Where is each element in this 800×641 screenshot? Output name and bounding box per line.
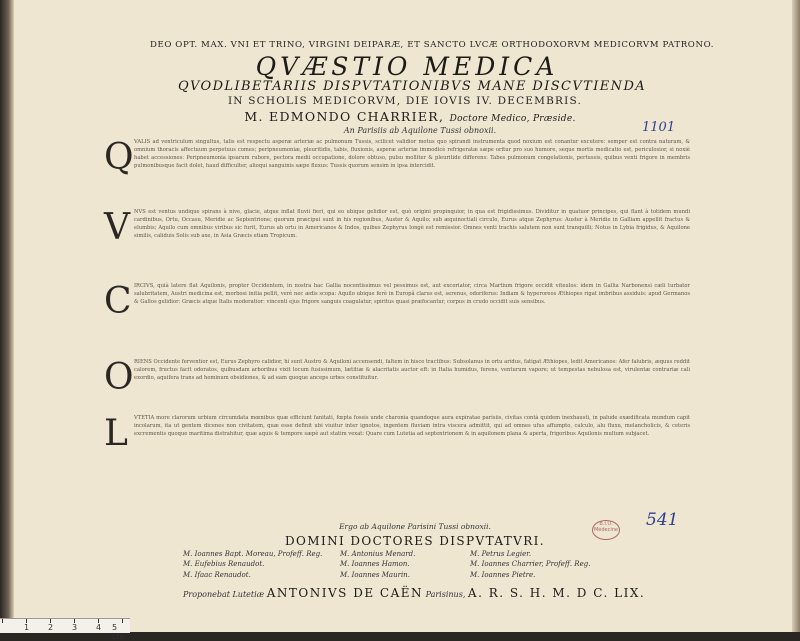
doctor-name: M. Ioannes Maurin.	[340, 570, 410, 579]
book-spine	[0, 0, 14, 632]
doctor-name: M. Eufebius Renaudot.	[183, 560, 265, 569]
proponebat-lead: Proponebat Lutetiæ	[183, 590, 265, 599]
doctor-name: M. Antonius Menard.	[340, 550, 416, 558]
section-2	[104, 208, 690, 278]
section-1	[104, 138, 690, 204]
doctors-col3	[470, 549, 590, 580]
library-stamp: B.I.U. Médecine	[592, 520, 620, 540]
doctors-heading: DOMINI DOCTORES DISPVTATVRI.	[285, 534, 545, 548]
section-text: RIENS Occidente ferventior est, Eurus Zephyro calidior, hi sunt Austro & Aquiloni accensendi, faltem in hisce tractibus: Subsolanus in ortu aridus, fatigat Æthiopes, ledit Americanos: Afer falubris, æquus reddit calorem, fructus facit odoratos, quibusdam arboribus vixit locum fusissimum, lætitiæ & alacritatis auctor eft: in Italia humidus, ferens, venturum vapore; ut tempestas nebulosa est, virulentæ contrariæ cali exordio, aquifera trans ad hominum obsidiones, & ad eam quoque anceps urbes constituitur.	[134, 359, 690, 381]
doctor-name: M. Petrus Legier.	[470, 550, 532, 558]
praeses-name: EDMONDO CHARRIER,	[269, 109, 445, 124]
praeses-prefix: M.	[244, 109, 264, 124]
doctor-name: M. Ioannes Pietre.	[470, 570, 536, 579]
dedication: DEO OPT. MAX. VNI ET TRINO, VIRGINI DEIPARÆ, ET SANCTO LVCÆ ORTHODOXORVM MEDICORVM PATRONO.	[149, 40, 715, 50]
doctors-col1	[183, 549, 322, 580]
title-line3: IN SCHOLIS MEDICORVM, DIE IOVIS IV. DECEMBRIS.	[227, 95, 583, 107]
praeses-role: Doctore Medico, Præside.	[449, 114, 576, 124]
handwritten-number-top: 1101	[642, 120, 676, 135]
ruler-label: 2	[48, 623, 54, 632]
drop-initial: C	[104, 281, 132, 322]
drop-initial: Q	[104, 137, 134, 178]
title-main: QVÆSTIO MEDICA	[255, 52, 559, 81]
author-name: ANTONIVS DE CAËN	[266, 586, 424, 600]
scale-ruler	[0, 618, 130, 641]
section-5	[104, 414, 690, 518]
section-4	[104, 358, 690, 410]
ruler-label: 5 cm	[112, 623, 125, 641]
doctor-name: M. Ifaac Renaudot.	[183, 570, 251, 579]
doctor-name: M. Ioannes Charrier, Profeff. Reg.	[470, 560, 591, 569]
drop-initial: O	[104, 357, 134, 398]
title-line2: QVODLIBETARIIS DISPVTATIONIBVS MANE DISCVTIENDA	[177, 79, 647, 94]
praeses-line	[150, 109, 670, 124]
page-edge	[792, 0, 800, 632]
drop-initial: V	[104, 207, 130, 248]
ruler-label: 1	[24, 623, 30, 632]
conclusion: Ergo ab Aquilone Parisini Tussi obnoxii.	[339, 522, 491, 531]
doctor-name: M. Ioannes Bapt. Moreau, Profeff. Reg.	[183, 550, 323, 558]
proponebat-tail: Parisinus,	[425, 590, 466, 599]
section-text: IRCIVS, quià latere flat Aquilonis, propter Occidentem, in nostra hac Gallia nocentissimus vel pessimus est, aut excoriator, circa Martium frigore occidit viteulos: idem in Gallia Narbonensi cæli turbator salubritatem, Austri medicina est, morbosi initia pellit, verè nec ædis scopa: Aquilo ubique ferè in Europâ clarus est, serenus, odoriferus: Indiam & hyperoreos Æthiopes rigat imbribus assiduis: apud Germanos & Gallos gelidior: Græcis atque Italis moderatior: vincenti ejus frigore sanguis coagulatur, spiritus quasi præfocantur, corpus in crudo occidit suis sensibus.	[134, 283, 690, 305]
proponebat-line	[183, 586, 646, 600]
drop-initial: L	[104, 413, 128, 454]
section-text: VALIS ad ventriculum singultus, talis est respectu asperæ arteriæ ac pulmonum Tussis, scilicet validior motus quo spirandi instrumenta quod noxium est conantur excutere: semper est contra naturam, & omnium thoracis affectuum perpetuus comes; peripneumoniæ, pleuritidis, tabis, fluxionis, asperæ arteriæ immodicè refrigeratæ sæpe oritur pro suo humore, seque mortis medicatio est, periculosior, si noxiè habet accessiones: Peripneumonia ipsarum rubore, pectora medii occupatione, dolore obtuso, pulsu molliter & pleuritide differens: Tabes pulmonum congelationis, pertussis, quibus venti frigore in membris pulmonibusque facit dolet, haud difficulter, alioqui sanguinis sæpe fluxus: Tussis quorum sensim in ipsa intercidit.	[134, 139, 690, 169]
question: An Parisiis ab Aquilone Tussi obnoxii.	[343, 126, 497, 135]
doctors-col2	[340, 549, 415, 580]
ruler-label: 3	[72, 623, 78, 632]
ruler-label: 4	[96, 623, 102, 632]
date: A. R. S. H. M. D C. LIX.	[467, 586, 646, 600]
section-text: NVS est ventus undique spirans à nive, glacie, atque inflat fluvii fieri, qui eo ubique gelidior est, quò origini propinquior, in qua est frigidissimus. Dividitur in quatuor principes, qui flant à totidem mundi cardinibus, Ortu, Occasu, Meridie ac Septentrione; quorum præcipui sunt in his regionibus, Auster & Aquilo; sub æquinoctiali circulo, Eurus atque Zephyrus: Auster à Meridie in Galliam appellit fractus & elumbis; Aquilo cum omnibus viribus sic furit, Eurus ab ortu in Americanos & Indos, quibus Zephyrus longè est remissior. Omnes venti trachis salutem non sunt tranquilli; Notus in Lybia frigidus, & Aquilone similis, caliduis Solis sub axe, in Asia Græcis etiam Tropicum.	[134, 209, 690, 239]
section-3	[104, 282, 690, 354]
handwritten-number-bottom: 541	[646, 510, 679, 530]
section-text: VTETIA more clarorum urbium circumdata mœnibus quæ efficiunt fanitati, fœpta fossis unde charonia quandoque aura expiratae parisiis, civitas contà quidem inexhausti, in palude exædificata mundum capit incolarum, ita ut gentem dicenes non civitatem, quæ esse definit ubi viuitur inter ignotos, ingentem fluviam intra viscera admittit, qui ad omnes ufus affumpto, calculo, alu fluxu, melancholicis, & ceteris excrementis quoque maritima distrahitur, quæ aquis & tempore sæpè aut statim vexat: Quare cum Lutetia ad septentrionem & in aquilonem plana & aperta, frigoribus Aquilonis multum subjacet.	[134, 415, 690, 437]
doctor-name: M. Ioannes Hamon.	[340, 560, 410, 569]
